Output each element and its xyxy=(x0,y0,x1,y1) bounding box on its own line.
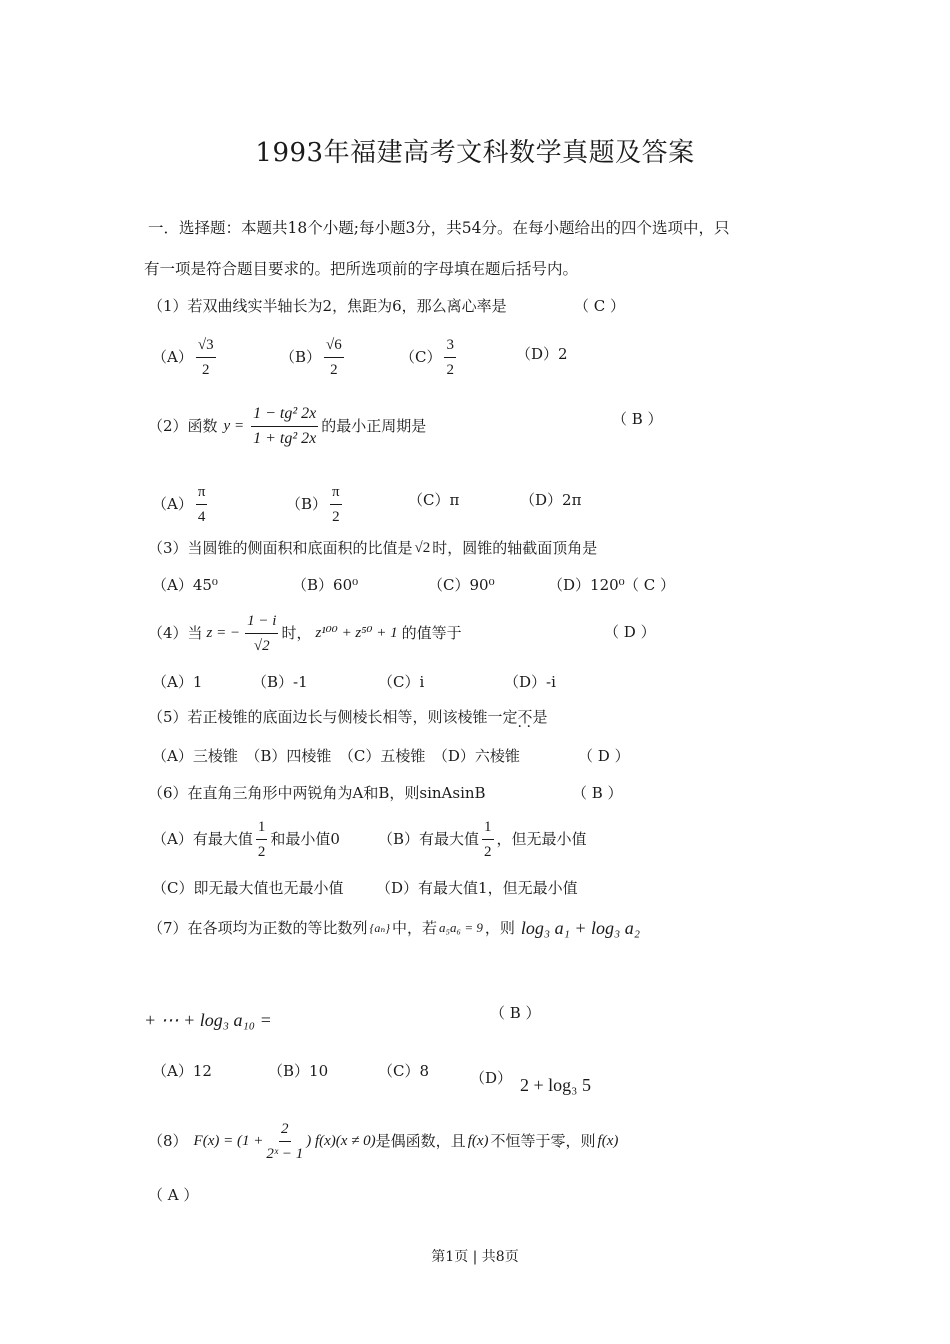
q7-option-c: （C）8 xyxy=(378,1062,430,1080)
q4-fraction: $\frac{1 - i}{√2}$ xyxy=(247,612,277,654)
q5-options: （A）三棱锥 （B）四棱锥 （C）五棱锥 （D）六棱锥 xyxy=(152,747,520,765)
q1-option-b-label: （B） xyxy=(280,348,322,366)
q4-mid: 时， xyxy=(281,624,312,642)
q2-y-eq: y = xyxy=(223,418,245,434)
q7-condition: a₅a₆ = 9 xyxy=(439,920,483,935)
q7-expression-1: log₃ a₁ + log₃ a₂ xyxy=(520,918,641,938)
q7-option-d xyxy=(470,1061,591,1095)
q5-answer: （ D ） xyxy=(578,747,630,765)
q3-answer: （ C ） xyxy=(624,576,676,594)
q4-lead: （4）当 xyxy=(148,624,203,642)
q8-f-post: ) f(x)(x ≠ 0) xyxy=(306,1133,376,1149)
q7-expression-2: + ⋯ + log₃ a₁₀ = xyxy=(144,1010,272,1030)
q1-option-c-label: （C） xyxy=(400,348,442,366)
q1-option-a-label: （A） xyxy=(152,348,193,366)
q8-answer: （ A ） xyxy=(148,1186,199,1204)
q8-mid: 是偶函数，且 xyxy=(375,1132,466,1150)
q7-option-d-label: （D） xyxy=(470,1069,513,1087)
q2-option-d: （D）2π xyxy=(520,491,582,509)
q1-option-a xyxy=(152,332,219,382)
q8-fx: f(x) xyxy=(467,1133,489,1149)
q8-stem xyxy=(148,1116,618,1166)
page-title: 1993年福建高考文科数学真题及答案 xyxy=(255,138,695,168)
q1-option-b xyxy=(280,332,347,382)
q2-tail: 的最小正周期是 xyxy=(321,417,427,435)
q6-option-a-post: 和最小值0 xyxy=(270,830,340,848)
section-intro-line1: 一．选择题：本题共18个小题;每小题3分，共54分。在每小题给出的四个选项中，只 xyxy=(148,219,730,237)
q2-lead: （2）函数 xyxy=(148,417,218,435)
q8-f-pre: F(x) = (1 + xyxy=(193,1133,264,1149)
q6-option-d: （D）有最大值1，但无最小值 xyxy=(376,879,578,897)
q4-answer: （ D ） xyxy=(604,623,656,641)
q3-option-d: （D）120⁰ xyxy=(548,576,625,594)
q1-answer: （ C ） xyxy=(574,297,626,315)
q3-lead: （3）当圆锥的侧面积和底面积的比值是 xyxy=(148,539,413,557)
q7-stem xyxy=(148,918,640,938)
q6-stem: （6）在直角三角形中两锐角为A和B，则sinAsinB xyxy=(148,784,486,802)
q4-expression: z¹⁰⁰ + z⁵⁰ + 1 xyxy=(315,625,398,641)
q6-option-b-post: ，但无最小值 xyxy=(496,830,587,848)
q7-answer: （ B ） xyxy=(490,1004,541,1022)
q7-mid: 中，若 xyxy=(392,919,438,937)
q6-option-c: （C）即无最大值也无最小值 xyxy=(152,879,344,897)
q4-option-d: （D）-i xyxy=(504,673,556,691)
q5-emphasis: 不是 · · xyxy=(518,708,548,726)
q2-option-a-label: （A） xyxy=(152,495,193,513)
q6-option-b-pre: （B）有最大值 xyxy=(378,830,480,848)
q4-z-eq: z = − xyxy=(206,625,241,641)
q7-sequence: {aₙ} xyxy=(369,921,391,935)
q8-mid2: 不恒等于零，则 xyxy=(490,1132,596,1150)
q7-mid2: ，则 xyxy=(484,919,515,937)
q3-option-b: （B）60⁰ xyxy=(292,576,359,594)
q1-option-b-fraction: $\frac{√6}{2}$ xyxy=(326,336,342,378)
q2-option-a-fraction: $\frac{\pi}{4}$ xyxy=(197,483,206,525)
q6-option-b-fraction: $\frac{1}{2}$ xyxy=(484,818,492,860)
q8-lead: （8） xyxy=(148,1132,188,1150)
q1-option-c xyxy=(400,332,459,382)
q5-stem xyxy=(148,707,548,727)
q2-option-b-label: （B） xyxy=(286,495,328,513)
q4-tail: 的值等于 xyxy=(401,624,462,642)
q3-tail: 时，圆锥的轴截面顶角是 xyxy=(432,539,598,557)
q5-stem-text: （5）若正棱锥的底面边长与侧棱长相等，则该棱锥一定 xyxy=(148,708,518,726)
q8-fx2: f(x) xyxy=(597,1133,619,1149)
q1-option-a-fraction: $\frac{√3}{2}$ xyxy=(197,336,214,378)
page-footer: 第1页 | 共8页 xyxy=(431,1249,519,1265)
q2-option-c: （C）π xyxy=(408,491,460,509)
q4-stem xyxy=(148,608,462,658)
q7-option-b: （B）10 xyxy=(268,1062,329,1080)
section-intro-line2: 有一项是符合题目要求的。把所选项前的字母填在题后括号内。 xyxy=(144,260,579,278)
q6-option-a-pre: （A）有最大值 xyxy=(152,830,253,848)
q2-answer: （ B ） xyxy=(612,410,663,428)
q3-stem xyxy=(148,538,597,558)
q8-fraction: $\frac{2}{\text{2ˣ − 1}}$ xyxy=(266,1120,304,1162)
q3-sqrt: √2 xyxy=(414,540,431,556)
q3-option-c: （C）90⁰ xyxy=(428,576,495,594)
q4-option-c: （C）i xyxy=(378,673,425,691)
q3-option-a: （A）45⁰ xyxy=(152,576,218,594)
q2-fraction: $\frac{\text{1 − tg² 2x}}{\text{1 + tg² 2x}}$ xyxy=(253,404,317,447)
q7-option-a: （A）12 xyxy=(152,1062,212,1080)
q2-option-b xyxy=(286,480,345,528)
q1-option-c-fraction: $\frac{3}{2}$ xyxy=(446,336,454,378)
q7-option-d-expression: 2 + log₃ 5 xyxy=(520,1075,591,1095)
q2-option-b-fraction: $\frac{\pi}{2}$ xyxy=(332,483,340,525)
q2-option-a xyxy=(152,480,210,528)
q6-option-b xyxy=(378,816,587,862)
q2-stem xyxy=(148,398,426,454)
q1-stem: （1）若双曲线实半轴长为2，焦距为6，那么离心率是 xyxy=(148,297,507,315)
q4-option-a: （A）1 xyxy=(152,673,203,691)
q6-option-a xyxy=(152,816,340,862)
q7-lead: （7）在各项均为正数的等比数列 xyxy=(148,919,368,937)
q1-option-d: （D）2 xyxy=(516,345,568,363)
q6-answer: （ B ） xyxy=(572,784,623,802)
q4-option-b: （B）-1 xyxy=(252,673,308,691)
q6-option-a-fraction: $\frac{1}{2}$ xyxy=(257,818,266,860)
